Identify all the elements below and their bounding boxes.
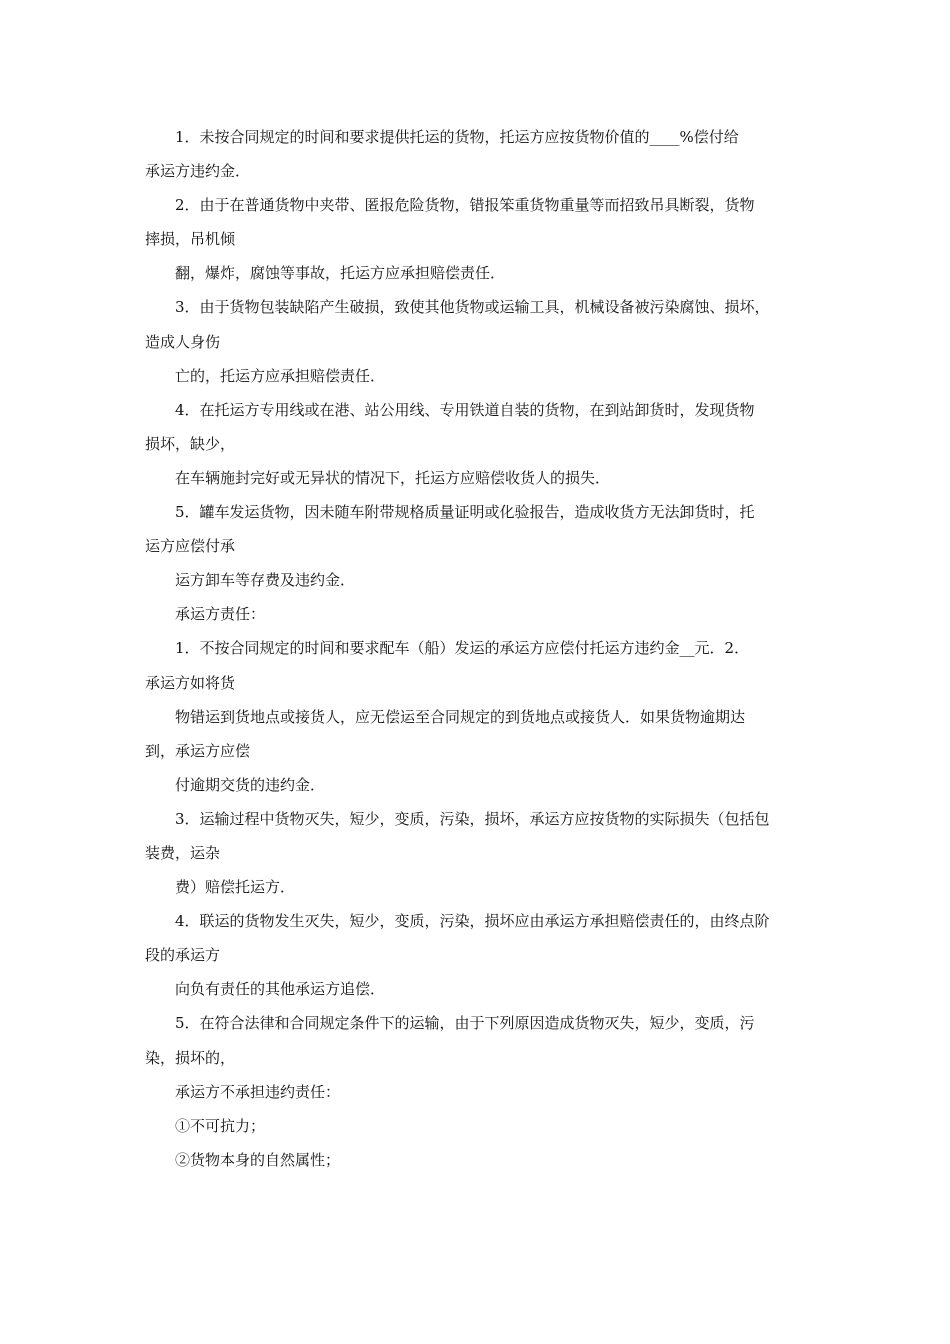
list-item: ②货物本身的自然属性； (175, 1150, 341, 1169)
text-line: 翻，爆炸，腐蚀等事故，托运方应承担赔偿责任． (175, 264, 506, 283)
text-line: 2．由于在普通货物中夹带、匿报危险货物，错报笨重货物重量等而招致吊具断裂，货物 (175, 196, 755, 215)
text-line: 1．未按合同规定的时间和要求提供托运的货物，托运方应按货物价值的____%偿付给 (175, 128, 739, 146)
text-line: 损坏，缺少， (145, 434, 236, 453)
list-item: ①不可抗力； (175, 1116, 266, 1135)
text-line: 亡的，托运方应承担赔偿责任． (175, 366, 386, 385)
text-line: 4．在托运方专用线或在港、站公用线、专用铁道自装的货物，在到站卸货时，发现货物 (175, 400, 755, 419)
text-line: 费）赔偿托运方． (175, 878, 296, 897)
text-line: 向负有责任的其他承运方追偿． (175, 980, 386, 999)
text-line: 装费，运杂 (145, 843, 221, 862)
text-line: 5．罐车发运货物，因未随车附带规格质量证明或化验报告，造成收货方无法卸货时，托 (175, 503, 755, 522)
text-line: 段的承运方 (145, 946, 221, 965)
text-line: 1．不按合同规定的时间和要求配车（船）发运的承运方应偿付托运方违约金__元．2． (175, 639, 750, 658)
text-line: 承运方违约金． (145, 162, 251, 181)
text-line: 5．在符合法律和合同规定条件下的运输，由于下列原因造成货物灭失，短少，变质，污 (175, 1014, 755, 1033)
text-line: 3．运输过程中货物灭失，短少，变质，污染，损坏，承运方应按货物的实际损失（包括包 (175, 809, 770, 828)
text-line: 在车辆施封完好或无异状的情况下，托运方应赔偿收货人的损失． (175, 468, 611, 487)
text-line: 物错运到货地点或接货人，应无偿运至合同规定的到货地点或接货人．如果货物逾期达 (175, 707, 746, 726)
text-line: 付逾期交货的违约金． (175, 775, 326, 794)
document-body (145, 120, 815, 1177)
text-line: 承运方如将货 (145, 673, 236, 692)
text-line: 4．联运的货物发生灭失，短少，变质，污染，损坏应由承运方承担赔偿责任的，由终点阶 (175, 912, 770, 931)
text-line: 运方卸车等存费及违约金． (175, 571, 356, 590)
text-line: 到，承运方应偿 (145, 741, 251, 760)
text-line: 摔损，吊机倾 (145, 230, 236, 249)
text-line: 造成人身伤 (145, 332, 221, 351)
text-line: 运方应偿付承 (145, 537, 236, 556)
section-heading: 承运方责任： (175, 605, 266, 624)
text-line: 3．由于货物包装缺陷产生破损，致使其他货物或运输工具，机械设备被污染腐蚀、损坏， (175, 298, 770, 317)
text-line: 承运方不承担违约责任： (175, 1082, 341, 1101)
text-line: 染，损坏的， (145, 1048, 236, 1067)
